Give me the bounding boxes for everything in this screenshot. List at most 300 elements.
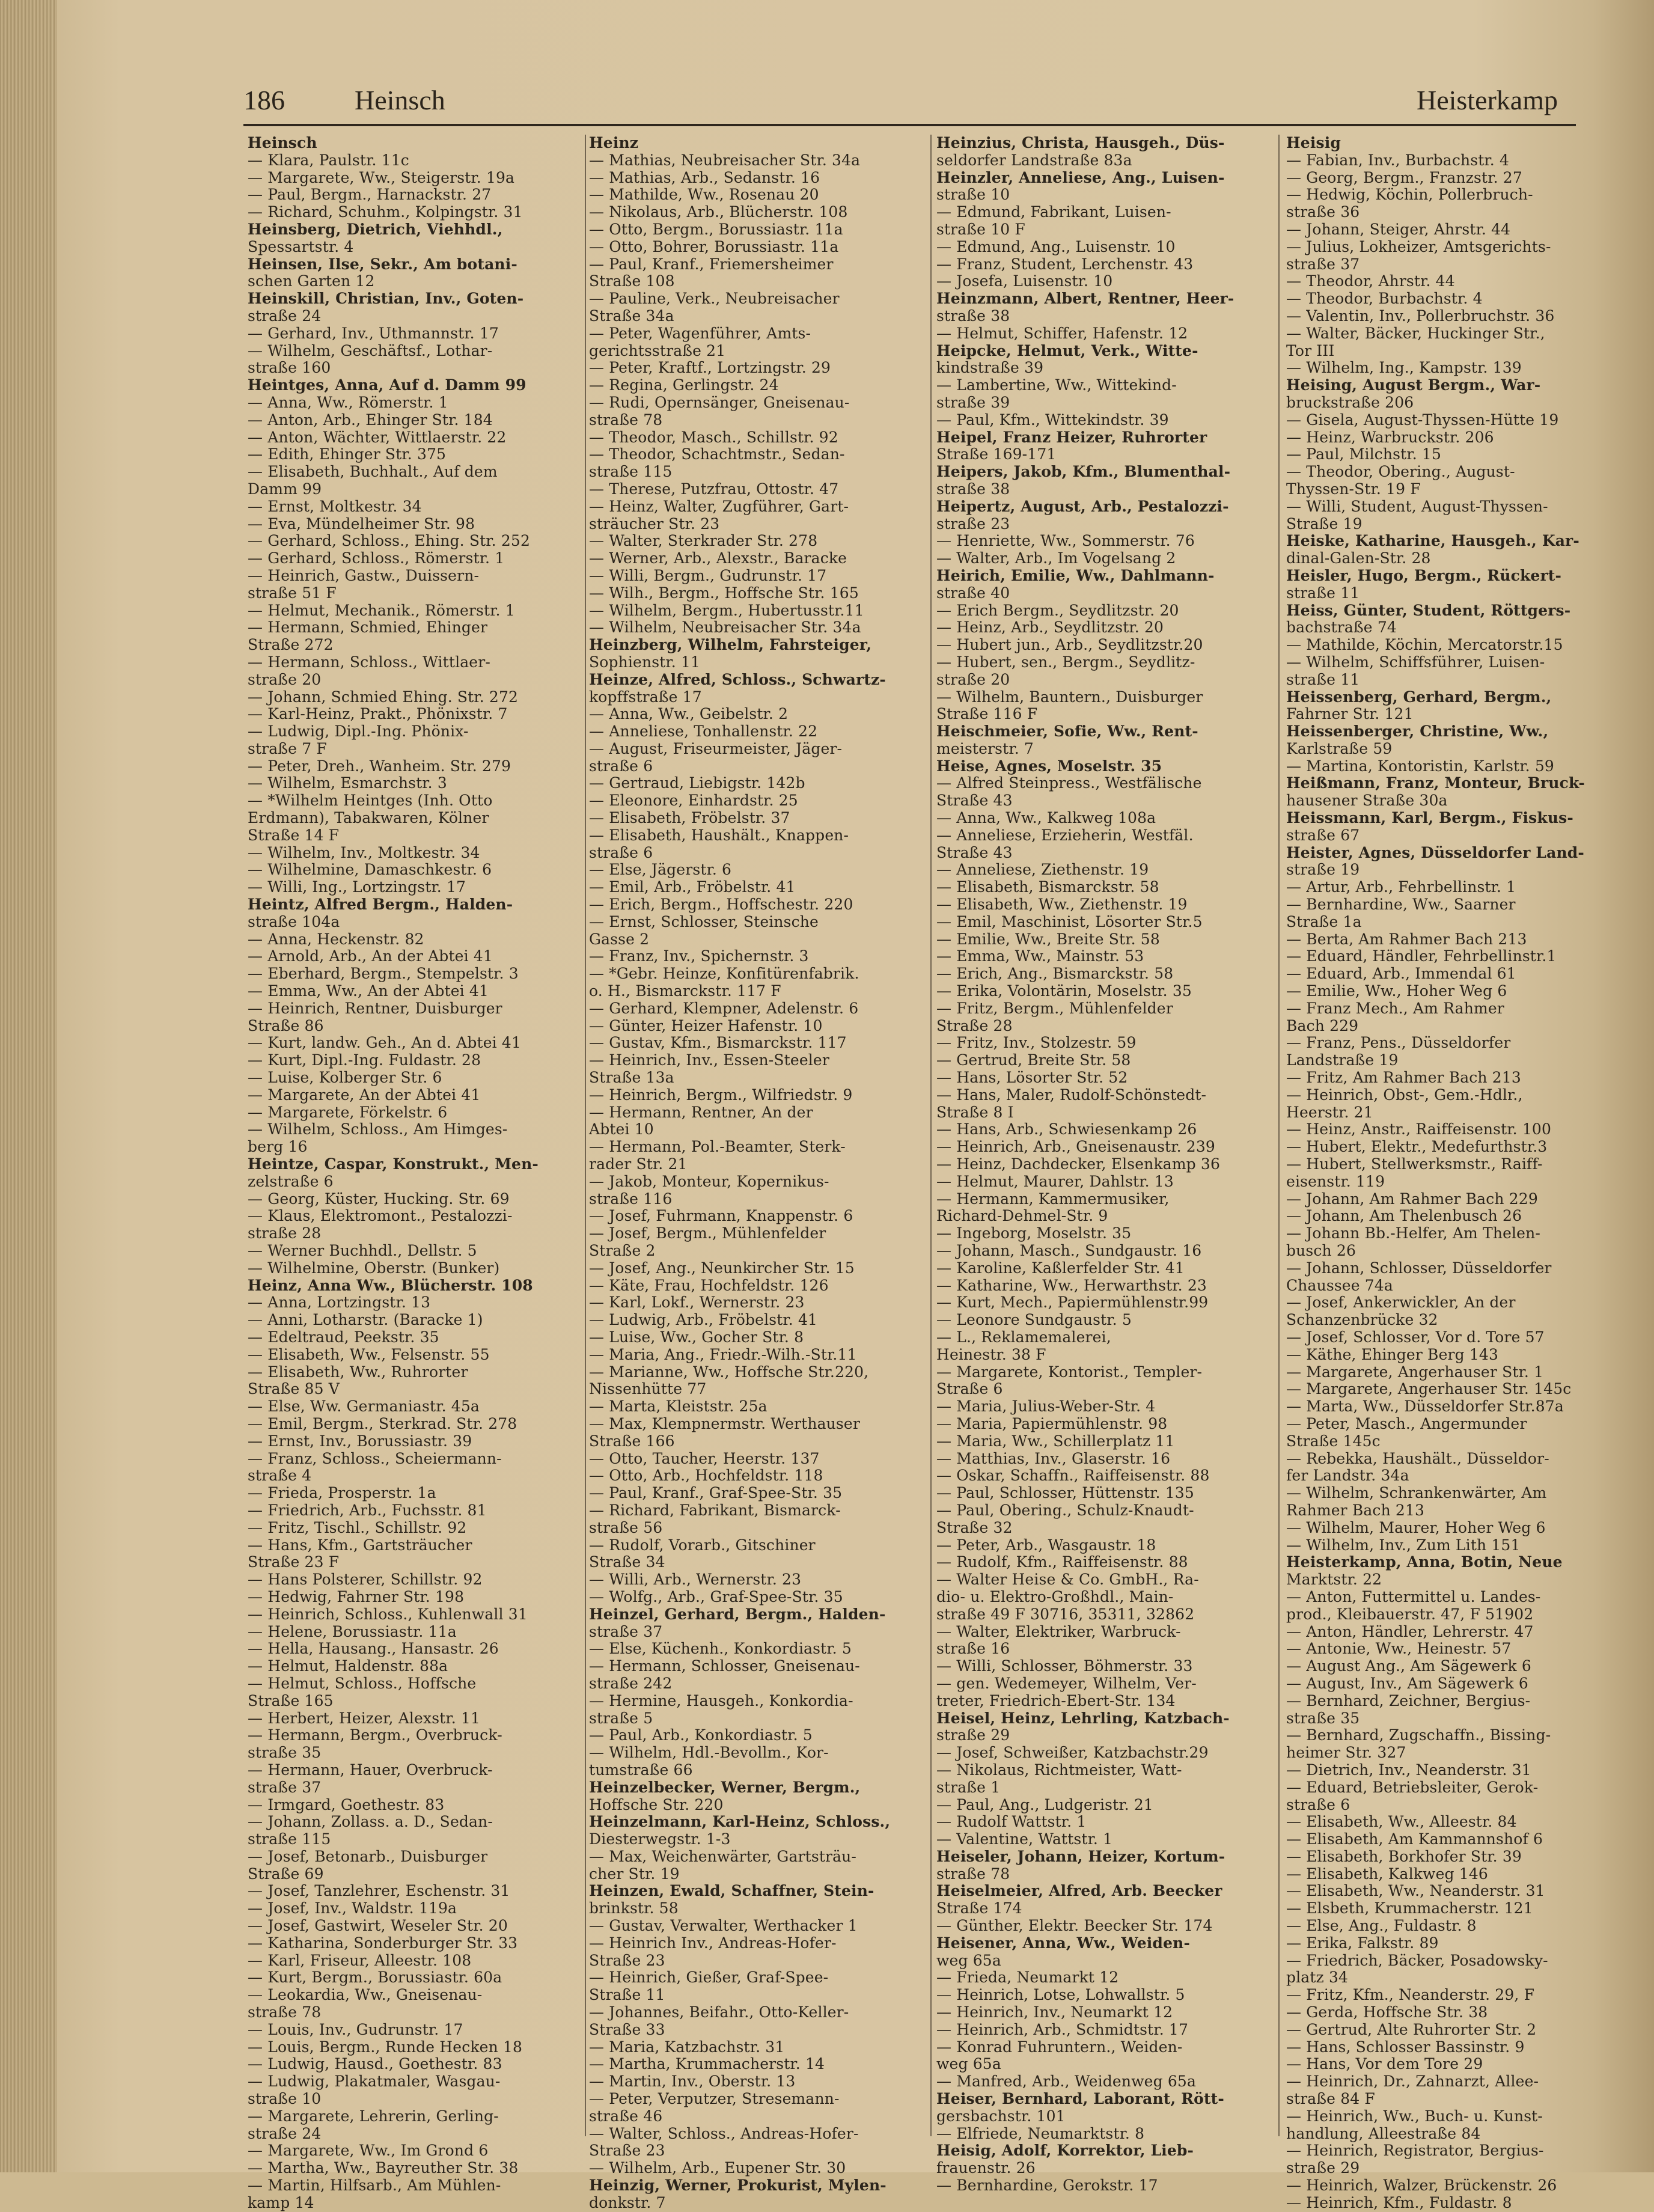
directory-entry: straße 35: [1286, 1709, 1360, 1727]
directory-entry: Straße 116 F: [936, 705, 1038, 723]
directory-entry: — Bernhardine, Ww., Saarner: [1286, 896, 1516, 914]
directory-entry: — Heinrich, Dr., Zahnarzt, Allee-: [1286, 2073, 1539, 2091]
directory-entry: — Ingeborg, Moselstr. 35: [936, 1224, 1132, 1242]
directory-entry: Heinz: [589, 134, 639, 151]
directory-entry: — Otto, Taucher, Heerstr. 137: [589, 1449, 820, 1467]
directory-entry: — Heinrich, Lotse, Lohwallstr. 5: [936, 1986, 1185, 2004]
directory-entry: — Elisabeth, Ww., Alleestr. 84: [1286, 1813, 1517, 1831]
directory-entry: kindstraße 39: [936, 359, 1044, 377]
directory-entry: straße 46: [589, 2107, 663, 2125]
directory-entry: — Eva, Mündelheimer Str. 98: [248, 515, 475, 533]
directory-entry: Nissenhütte 77: [589, 1380, 707, 1398]
directory-entry: — Heinrich, Gastw., Duissern-: [248, 566, 480, 584]
directory-entry: — Theodor, Schachtmstr., Sedan-: [589, 445, 845, 463]
directory-entry: Karlstraße 59: [1286, 739, 1393, 757]
directory-entry: — Fritz, Tischl., Schillstr. 92: [248, 1518, 467, 1536]
directory-entry: — Theodor, Ahrstr. 44: [1286, 272, 1455, 290]
directory-entry: — Gustav, Kfm., Bismarckstr. 117: [589, 1034, 847, 1052]
directory-entry: — Edmund, Ang., Luisenstr. 10: [936, 237, 1176, 255]
directory-entry: — Wilhelm, Hdl.-Bevollm., Kor-: [589, 1744, 829, 1762]
directory-entry: — Valentin, Inv., Pollerbruchstr. 36: [1286, 307, 1555, 325]
directory-entry: — Wilh., Bergm., Hoffsche Str. 165: [589, 584, 859, 602]
directory-entry: — Kurt, Mech., Papiermühlenstr.99: [936, 1294, 1209, 1312]
directory-entry: — Theodor, Obering., August-: [1286, 463, 1515, 481]
directory-entry: Straße 23: [589, 2142, 665, 2160]
directory-entry: — Hermann, Pol.-Beamter, Sterk-: [589, 1138, 846, 1156]
directory-entry: — Helmut, Mechanik., Römerstr. 1: [248, 601, 515, 619]
directory-entry: — Wilhelm, Arb., Eupener Str. 30: [589, 2159, 846, 2177]
directory-entry: straße 35: [248, 1744, 322, 1762]
directory-entry: — Helmut, Schiffer, Hafenstr. 12: [936, 324, 1188, 342]
directory-entry: Heinze, Alfred, Schloss., Schwartz-: [589, 670, 886, 688]
directory-entry: Heinsen, Ilse, Sekr., Am botani-: [248, 255, 517, 273]
directory-entry: Heiss, Günter, Student, Röttgers-: [1286, 601, 1571, 619]
directory-entry: — Josef, Ankerwickler, An der: [1286, 1294, 1516, 1312]
directory-entry: — Anni, Lotharstr. (Baracke 1): [248, 1311, 483, 1329]
directory-entry: — Emma, Ww., An der Abtei 41: [248, 982, 489, 1000]
directory-entry: straße 36: [1286, 203, 1360, 221]
directory-entry: — Manfred, Arb., Weidenweg 65a: [936, 2073, 1197, 2091]
directory-entry: — Wilhelm, Inv., Moltkestr. 34: [248, 843, 480, 861]
directory-entry: platz 34: [1286, 1969, 1349, 1987]
directory-entry: Heinzen, Ewald, Schaffner, Stein-: [589, 1882, 874, 1900]
directory-entry: Heinzelbecker, Werner, Bergm.,: [589, 1778, 861, 1796]
directory-entry: — Heinrich, Walzer, Brückenstr. 26: [1286, 2177, 1557, 2195]
column-4: [1286, 134, 1620, 2211]
directory-entry: Heiske, Katharine, Hausgeh., Kar-: [1286, 532, 1579, 550]
directory-entry: Straße 169-171: [936, 445, 1057, 463]
directory-entry: — Henriette, Ww., Sommerstr. 76: [936, 532, 1195, 550]
directory-entry: — Gerhard, Schloss., Römerstr. 1: [248, 549, 505, 567]
directory-entry: Heinz, Anna Ww., Blücherstr. 108: [248, 1276, 533, 1294]
directory-entry: — Nikolaus, Richtmeister, Watt-: [936, 1761, 1182, 1779]
directory-entry: — Heinz, Dachdecker, Elsenkamp 36: [936, 1155, 1221, 1173]
directory-entry: — Martin, Hilfsarb., Am Mühlen-: [248, 2177, 501, 2195]
directory-entry: — Heinrich, Schloss., Kuhlenwall 31: [248, 1605, 528, 1623]
directory-entry: — Eduard, Betriebsleiter, Gerok-: [1286, 1778, 1539, 1796]
directory-entry: — Marta, Kleiststr. 25a: [589, 1398, 767, 1416]
directory-entry: — Anneliese, Tonhallenstr. 22: [589, 723, 818, 741]
directory-entry: Heinzler, Anneliese, Ang., Luisen-: [936, 168, 1225, 186]
directory-entry: Heisig: [1286, 134, 1341, 151]
directory-entry: — *Gebr. Heinze, Konfitürenfabrik.: [589, 965, 859, 983]
directory-entry: — Oskar, Schaffn., Raiffeisenstr. 88: [936, 1467, 1210, 1485]
directory-entry: — Karl, Friseur, Alleestr. 108: [248, 1951, 472, 1969]
directory-entry: — Lambertine, Ww., Wittekind-: [936, 376, 1177, 394]
directory-entry: — Max, Weichenwärter, Gartsträu-: [589, 1847, 857, 1865]
directory-entry: — Hermann, Bergm., Overbruck-: [248, 1726, 502, 1744]
directory-entry: Fahrner Str. 121: [1286, 705, 1414, 723]
directory-entry: Heissenberger, Christine, Ww.,: [1286, 723, 1549, 741]
directory-entry: heimer Str. 327: [1286, 1744, 1406, 1762]
directory-entry: — Martina, Kontoristin, Karlstr. 59: [1286, 757, 1554, 775]
directory-entry: — Gertrud, Alte Ruhrorter Str. 2: [1286, 2020, 1537, 2038]
directory-entry: — Heinrich, Obst-, Gem.-Hdlr.,: [1286, 1086, 1523, 1104]
directory-entry: — Georg, Küster, Hucking. Str. 69: [248, 1190, 510, 1208]
directory-entry: — Josef, Bergm., Mühlenfelder: [589, 1224, 826, 1242]
directory-entry: — Artur, Arb., Fehrbellinstr. 1: [1286, 878, 1516, 896]
directory-entry: — Ernst, Inv., Borussiastr. 39: [248, 1432, 472, 1450]
directory-entry: Heinzberg, Wilhelm, Fahrsteiger,: [589, 636, 872, 654]
directory-entry: — L., Reklamemalerei,: [936, 1328, 1111, 1346]
directory-entry: — Peter, Kraftf., Lortzingstr. 29: [589, 359, 831, 377]
directory-entry: cher Str. 19: [589, 1865, 680, 1883]
directory-entry: straße 51 F: [248, 584, 337, 602]
directory-entry: — Günter, Heizer Hafenstr. 10: [589, 1016, 823, 1034]
directory-entry: — Elisabeth, Borkhofer Str. 39: [1286, 1847, 1522, 1865]
directory-entry: Thyssen-Str. 19 F: [1286, 480, 1421, 498]
directory-entry: — Louis, Inv., Gudrunstr. 17: [248, 2020, 463, 2038]
directory-entry: — Paul, Kranf., Graf-Spee-Str. 35: [589, 1484, 843, 1502]
directory-entry: — Karoline, Kaßlerfelder Str. 41: [936, 1259, 1185, 1277]
directory-entry: — Mathilde, Ww., Rosenau 20: [589, 186, 819, 204]
directory-entry: — Josefa, Luisenstr. 10: [936, 272, 1113, 290]
directory-entry: Heintz, Alfred Bergm., Halden-: [248, 896, 513, 914]
directory-entry: straße 39: [936, 393, 1010, 411]
directory-entry: — Klaus, Elektromont., Pestalozzi-: [248, 1207, 513, 1225]
directory-entry: — August, Inv., Am Sägewerk 6: [1286, 1674, 1528, 1692]
directory-entry: — Ludwig, Dipl.-Ing. Phönix-: [248, 723, 469, 741]
directory-entry: — Else, Küchenh., Konkordiastr. 5: [589, 1640, 852, 1658]
directory-entry: — Margarete, Lehrerin, Gerling-: [248, 2107, 499, 2125]
directory-entry: — Erich, Bergm., Hoffschestr. 220: [589, 896, 853, 914]
directory-entry: — Valentine, Wattstr. 1: [936, 1830, 1113, 1848]
directory-entry: — Dietrich, Inv., Neanderstr. 31: [1286, 1761, 1531, 1779]
directory-entry: — Franz, Inv., Spichernstr. 3: [589, 947, 809, 965]
directory-entry: kamp 14: [248, 2193, 314, 2211]
directory-entry: — Arnold, Arb., An der Abtei 41: [248, 947, 493, 965]
directory-entry: — Wilhelm, Inv., Zum Lith 151: [1286, 1536, 1521, 1554]
directory-entry: straße 78: [936, 1865, 1010, 1883]
directory-entry: Heinzius, Christa, Hausgeh., Düs-: [936, 134, 1225, 151]
directory-entry: — Johann, Zollass. a. D., Sedan-: [248, 1813, 493, 1831]
directory-entry: — Josef, Ang., Neunkircher Str. 15: [589, 1259, 855, 1277]
directory-entry: — Konrad Fuhruntern., Weiden-: [936, 2038, 1183, 2056]
directory-entry: — Peter, Masch., Angermunder: [1286, 1414, 1527, 1432]
directory-entry: — Leonore Sundgaustr. 5: [936, 1311, 1132, 1329]
directory-entry: — Bernhard, Zugschaffn., Bissing-: [1286, 1726, 1551, 1744]
directory-entry: Heinzmann, Albert, Rentner, Heer-: [936, 290, 1234, 308]
directory-entry: Straße 14 F: [248, 826, 340, 844]
directory-entry: — Paul, Obering., Schulz-Knaudt-: [936, 1501, 1194, 1519]
directory-entry: kopffstraße 17: [589, 688, 702, 706]
directory-entry: — Gertraud, Liebigstr. 142b: [589, 774, 805, 792]
directory-entry: — Theodor, Masch., Schillstr. 92: [589, 428, 838, 446]
directory-entry: Straße 1a: [1286, 912, 1362, 930]
directory-entry: — Heinrich, Inv., Essen-Steeler: [589, 1051, 829, 1069]
directory-entry: — Karl-Heinz, Prakt., Phönixstr. 7: [248, 705, 508, 723]
directory-entry: straße 29: [936, 1726, 1010, 1744]
directory-entry: straße 10: [936, 186, 1010, 204]
directory-entry: Heischmeier, Sofie, Ww., Rent-: [936, 723, 1198, 741]
directory-entry: — Paul, Kranf., Friemersheimer: [589, 255, 834, 273]
directory-entry: — Helmut, Schloss., Hoffsche: [248, 1674, 477, 1692]
directory-entry: — Willi, Bergm., Gudrunstr. 17: [589, 566, 827, 584]
directory-entry: — Gisela, August-Thyssen-Hütte 19: [1286, 411, 1559, 429]
directory-entry: — Otto, Bohrer, Borussiastr. 11a: [589, 237, 839, 255]
directory-entry: — Hans, Vor dem Tore 29: [1286, 2055, 1483, 2073]
directory-entry: straße 67: [1286, 826, 1360, 844]
directory-entry: — Martha, Krummacherstr. 14: [589, 2055, 825, 2073]
directory-entry: busch 26: [1286, 1242, 1356, 1259]
directory-entry: straße 7 F: [248, 739, 327, 757]
directory-entry: — Wilhelmine, Oberstr. (Bunker): [248, 1259, 500, 1277]
directory-entry: Heisig, Adolf, Korrektor, Lieb-: [936, 2142, 1194, 2160]
directory-entry: meisterstr. 7: [936, 739, 1034, 757]
directory-entry: Heiselmeier, Alfred, Arb. Beecker: [936, 1882, 1222, 1900]
directory-entry: — Josef, Betonarb., Duisburger: [248, 1847, 488, 1865]
directory-entry: — Wilhelm, Schloss., Am Himges-: [248, 1120, 508, 1138]
directory-entry: — Willi, Ing., Lortzingstr. 17: [248, 878, 466, 896]
page-number: 186: [243, 85, 285, 115]
directory-entry: Straße 34a: [589, 307, 674, 325]
directory-entry: — Paul, Ang., Ludgeristr. 21: [936, 1795, 1153, 1813]
directory-entry: — Eleonore, Einhardstr. 25: [589, 792, 798, 810]
directory-entry: — Anna, Ww., Römerstr. 1: [248, 393, 448, 411]
directory-entry: — Erika, Falkstr. 89: [1286, 1934, 1439, 1952]
directory-entry: straße 5: [589, 1709, 653, 1727]
directory-entry: — Erich, Ang., Bismarckstr. 58: [936, 965, 1174, 983]
directory-entry: straße 4: [248, 1467, 312, 1485]
directory-entry: — Anton, Wächter, Wittlaerstr. 22: [248, 428, 507, 446]
directory-entry: Heisel, Heinz, Lehrling, Katzbach-: [936, 1709, 1230, 1727]
directory-entry: — gen. Wedemeyer, Wilhelm, Ver-: [936, 1674, 1197, 1692]
directory-entry: Straße 28: [936, 1016, 1013, 1034]
directory-entry: — Peter, Wagenführer, Amts-: [589, 324, 811, 342]
directory-entry: straße 40: [936, 584, 1010, 602]
directory-entry: — Franz Mech., Am Rahmer: [1286, 999, 1504, 1017]
directory-entry: — Josef, Fuhrmann, Knappenstr. 6: [589, 1207, 853, 1225]
directory-entry: Straße 166: [589, 1432, 675, 1450]
directory-entry: — Fritz, Bergm., Mühlenfelder: [936, 999, 1173, 1017]
column-divider: [930, 135, 932, 2136]
directory-entry: — Eberhard, Bergm., Stempelstr. 3: [248, 965, 519, 983]
book-page-edges: [0, 0, 57, 2172]
directory-entry: Heerstr. 21: [1286, 1103, 1373, 1121]
directory-entry: — Wilhelm, Geschäftsf., Lothar-: [248, 341, 493, 359]
directory-entry: frauenstr. 26: [936, 2159, 1036, 2177]
directory-entry: Heisler, Hugo, Bergm., Rückert-: [1286, 566, 1562, 584]
directory-entry: — Hedwig, Köchin, Pollerbruch-: [1286, 186, 1533, 204]
directory-entry: Rahmer Bach 213: [1286, 1501, 1425, 1519]
directory-entry: — Maria, Papiermühlenstr. 98: [936, 1414, 1168, 1432]
directory-entry: straße 29: [1286, 2159, 1360, 2177]
directory-entry: Landstraße 19: [1286, 1051, 1399, 1069]
directory-entry: — Else, Ang., Fuldastr. 8: [1286, 1917, 1477, 1935]
directory-entry: — Walter, Bäcker, Huckinger Str.,: [1286, 324, 1545, 342]
directory-entry: — Ernst, Schlosser, Steinsche: [589, 912, 819, 930]
directory-entry: — Elisabeth, Bismarckstr. 58: [936, 878, 1159, 896]
directory-entry: straße 24: [248, 307, 322, 325]
directory-entry: fer Landstr. 34a: [1286, 1467, 1409, 1485]
directory-entry: — Heinrich, Gießer, Graf-Spee-: [589, 1969, 829, 1987]
directory-entry: — Mathilde, Köchin, Mercatorstr.15: [1286, 636, 1563, 654]
directory-entry: straße 84 F: [1286, 2090, 1375, 2108]
directory-entry: Straße 2: [589, 1242, 656, 1259]
column-3: [936, 134, 1270, 2195]
directory-entry: — Werner, Arb., Alexstr., Baracke: [589, 549, 847, 567]
directory-entry: straße 56: [589, 1518, 663, 1536]
directory-entry: — Wilhelm, Bauntern., Duisburger: [936, 688, 1203, 706]
directory-entry: — Ludwig, Hausd., Goethestr. 83: [248, 2055, 502, 2073]
directory-entry: straße 37: [589, 1622, 663, 1640]
directory-entry: — Irmgard, Goethestr. 83: [248, 1795, 445, 1813]
directory-entry: — Berta, Am Rahmer Bach 213: [1286, 930, 1527, 948]
directory-entry: dio- u. Elektro-Großhdl., Main-: [936, 1587, 1174, 1606]
directory-entry: Heister, Agnes, Düsseldorfer Land-: [1286, 843, 1584, 861]
directory-entry: Straße 43: [936, 792, 1013, 810]
directory-entry: — Elisabeth, Ww., Neanderstr. 31: [1286, 1882, 1545, 1900]
directory-entry: straße 6: [589, 843, 653, 861]
directory-entry: — Elisabeth, Fröbelstr. 37: [589, 809, 790, 827]
directory-entry: — Heinrich, Ww., Buch- u. Kunst-: [1286, 2107, 1543, 2125]
directory-entry: — Karl, Lokf., Wernerstr. 23: [589, 1294, 805, 1312]
directory-entry: Abtei 10: [589, 1120, 654, 1138]
directory-entry: — Gerda, Hoffsche Str. 38: [1286, 2003, 1488, 2021]
directory-entry: — Gerhard, Inv., Uthmannstr. 17: [248, 324, 499, 342]
directory-entry: — August Ang., Am Sägewerk 6: [1286, 1657, 1531, 1675]
directory-entry: — Käte, Frau, Hochfeldstr. 126: [589, 1276, 829, 1294]
directory-entry: — Heinrich, Arb., Gneisenaustr. 239: [936, 1138, 1215, 1156]
directory-entry: — Martin, Inv., Oberstr. 13: [589, 2073, 796, 2091]
directory-entry: straße 6: [589, 757, 653, 775]
directory-entry: — Josef, Inv., Waldstr. 119a: [248, 1899, 457, 1917]
directory-entry: — Wolfg., Arb., Graf-Spee-Str. 35: [589, 1587, 843, 1606]
directory-entry: Straße 23: [589, 1951, 665, 1969]
directory-entry: Straße 19: [1286, 515, 1363, 533]
directory-entry: — Eduard, Händler, Fehrbellinstr.1: [1286, 947, 1557, 965]
directory-entry: Straße 69: [248, 1865, 324, 1883]
directory-entry: straße 116: [589, 1190, 673, 1208]
directory-entry: — *Wilhelm Heintges (Inh. Otto: [248, 792, 493, 810]
directory-entry: bruckstraße 206: [1286, 393, 1414, 411]
directory-entry: — Hella, Hausang., Hansastr. 26: [248, 1640, 499, 1658]
directory-entry: sträucher Str. 23: [589, 515, 720, 533]
directory-entry: — Hans, Kfm., Gartsträucher: [248, 1536, 472, 1554]
directory-entry: — Kurt, landw. Geh., An d. Abtei 41: [248, 1034, 522, 1052]
directory-entry: — Fritz, Am Rahmer Bach 213: [1286, 1069, 1521, 1087]
directory-entry: — Bernhard, Zeichner, Bergius-: [1286, 1691, 1531, 1709]
directory-entry: — Margarete, Kontorist., Templer-: [936, 1363, 1203, 1381]
directory-entry: Heipers, Jakob, Kfm., Blumenthal-: [936, 463, 1231, 481]
directory-entry: straße 23: [936, 515, 1010, 533]
directory-entry: — Heinrich, Inv., Neumarkt 12: [936, 2003, 1173, 2021]
directory-entry: Heintges, Anna, Auf d. Damm 99: [248, 376, 526, 394]
directory-entry: — Otto, Bergm., Borussiastr. 11a: [589, 220, 843, 238]
directory-entry: — Hans Polsterer, Schillstr. 92: [248, 1571, 483, 1589]
directory-entry: Heiseler, Johann, Heizer, Kortum-: [936, 1847, 1225, 1865]
directory-entry: — Paul, Milchstr. 15: [1286, 445, 1442, 463]
directory-entry: — Katharina, Sonderburger Str. 33: [248, 1934, 518, 1952]
directory-entry: — Johann, Schlosser, Düsseldorfer: [1286, 1259, 1552, 1277]
directory-entry: — Johann, Am Thelenbusch 26: [1286, 1207, 1522, 1225]
directory-entry: — Georg, Bergm., Franzstr. 27: [1286, 168, 1522, 186]
directory-entry: brinkstr. 58: [589, 1899, 679, 1917]
directory-entry: — Richard, Fabrikant, Bismarck-: [589, 1501, 841, 1519]
directory-entry: — Matthias, Inv., Glaserstr. 16: [936, 1449, 1171, 1467]
directory-entry: — Walter, Sterkrader Str. 278: [589, 532, 818, 550]
directory-entry: — Katharine, Ww., Herwarthstr. 23: [936, 1276, 1207, 1294]
directory-entry: straße 115: [248, 1830, 331, 1848]
directory-entry: — Marianne, Ww., Hoffsche Str.220,: [589, 1363, 869, 1381]
directory-entry: — Franz, Pens., Düsseldorfer: [1286, 1034, 1511, 1052]
directory-entry: — Peter, Verputzer, Stresemann-: [589, 2090, 840, 2108]
directory-entry: schen Garten 12: [248, 272, 375, 290]
directory-entry: — Emilie, Ww., Hoher Weg 6: [1286, 982, 1507, 1000]
directory-entry: — Elisabeth, Am Kammannshof 6: [1286, 1830, 1543, 1848]
directory-entry: — Frieda, Prosperstr. 1a: [248, 1484, 436, 1502]
directory-entry: Heinsberg, Dietrich, Viehhdl.,: [248, 220, 503, 238]
directory-entry: — Helene, Borussiastr. 11a: [248, 1622, 457, 1640]
page-header: [243, 78, 1558, 120]
directory-entry: — Heinrich, Arb., Schmidtstr. 17: [936, 2020, 1188, 2038]
directory-entry: Heinskill, Christian, Inv., Goten-: [248, 290, 524, 308]
directory-entry: handlung, Alleestraße 84: [1286, 2124, 1481, 2142]
directory-entry: Straße 23 F: [248, 1553, 340, 1571]
directory-entry: Straße 86: [248, 1016, 324, 1034]
directory-entry: Tor III: [1286, 341, 1335, 359]
directory-entry: — Richard, Schuhm., Kolpingstr. 31: [248, 203, 523, 221]
directory-entry: — Hermann, Rentner, An der: [589, 1103, 813, 1121]
directory-entry: — Heinrich, Bergm., Wilfriedstr. 9: [589, 1086, 853, 1104]
directory-entry: straße 49 F 30716, 35311, 32862: [936, 1605, 1195, 1623]
directory-entry: straße 242: [589, 1674, 673, 1692]
directory-entry: Marktstr. 22: [1286, 1571, 1382, 1589]
directory-entry: — Anna, Ww., Kalkweg 108a: [936, 809, 1156, 827]
directory-entry: Heinestr. 38 F: [936, 1345, 1046, 1363]
directory-entry: Heipel, Franz Heizer, Ruhrorter: [936, 428, 1207, 446]
directory-entry: — Elisabeth, Buchhalt., Auf dem: [248, 463, 498, 481]
directory-entry: straße 11: [1286, 584, 1360, 602]
directory-entry: — Klara, Paulstr. 11c: [248, 151, 409, 169]
directory-entry: Straße 33: [589, 2020, 665, 2038]
directory-entry: — Hubert, Elektr., Medefurthstr.3: [1286, 1138, 1548, 1156]
directory-entry: — Anton, Händler, Lehrerstr. 47: [1286, 1622, 1534, 1640]
directory-entry: straße 20: [936, 670, 1010, 688]
directory-entry: — Margarete, Ww., Steigerstr. 19a: [248, 168, 515, 186]
directory-entry: straße 78: [589, 411, 663, 429]
directory-entry: Straße 8 I: [936, 1103, 1014, 1121]
directory-entry: — Ludwig, Arb., Fröbelstr. 41: [589, 1311, 818, 1329]
directory-entry: — Josef, Schweißer, Katzbachstr.29: [936, 1744, 1209, 1762]
directory-entry: weg 65a: [936, 2055, 1001, 2073]
directory-entry: — Therese, Putzfrau, Ottostr. 47: [589, 480, 839, 498]
directory-entry: prod., Kleibauerstr. 47, F 51902: [1286, 1605, 1534, 1623]
directory-entry: — Jakob, Monteur, Kopernikus-: [589, 1172, 829, 1190]
directory-entry: — Pauline, Verk., Neubreisacher: [589, 290, 840, 308]
directory-entry: — Marta, Ww., Düsseldorfer Str.87a: [1286, 1398, 1564, 1416]
directory-entry: Gasse 2: [589, 930, 650, 948]
directory-entry: — Mathias, Arb., Sedanstr. 16: [589, 168, 820, 186]
directory-entry: Bach 229: [1286, 1016, 1359, 1034]
directory-entry: — Rudolf, Vorarb., Gitschiner: [589, 1536, 816, 1554]
directory-entry: Heinzig, Werner, Prokurist, Mylen-: [589, 2177, 887, 2195]
directory-entry: — Erika, Volontärin, Moselstr. 35: [936, 982, 1192, 1000]
directory-entry: — Anneliese, Erzieherin, Westfäl.: [936, 826, 1194, 844]
directory-entry: Heißmann, Franz, Monteur, Bruck-: [1286, 774, 1585, 792]
directory-entry: — Josef, Tanzlehrer, Eschenstr. 31: [248, 1882, 510, 1900]
directory-entry: Straße 85 V: [248, 1380, 340, 1398]
directory-entry: — Wilhelmine, Damaschkestr. 6: [248, 861, 492, 879]
directory-entry: treter, Friedrich-Ebert-Str. 134: [936, 1691, 1176, 1709]
directory-entry: straße 37: [1286, 255, 1360, 273]
directory-entry: — Wilhelm, Schrankenwärter, Am: [1286, 1484, 1547, 1502]
directory-entry: — Erich Bergm., Seydlitzstr. 20: [936, 601, 1179, 619]
directory-entry: — Hermann, Kammermusiker,: [936, 1190, 1170, 1208]
directory-entry: — Elsbeth, Krummacherstr. 121: [1286, 1899, 1533, 1917]
directory-entry: Heissenberg, Gerhard, Bergm.,: [1286, 688, 1552, 706]
directory-entry: — Anna, Lortzingstr. 13: [248, 1294, 431, 1312]
